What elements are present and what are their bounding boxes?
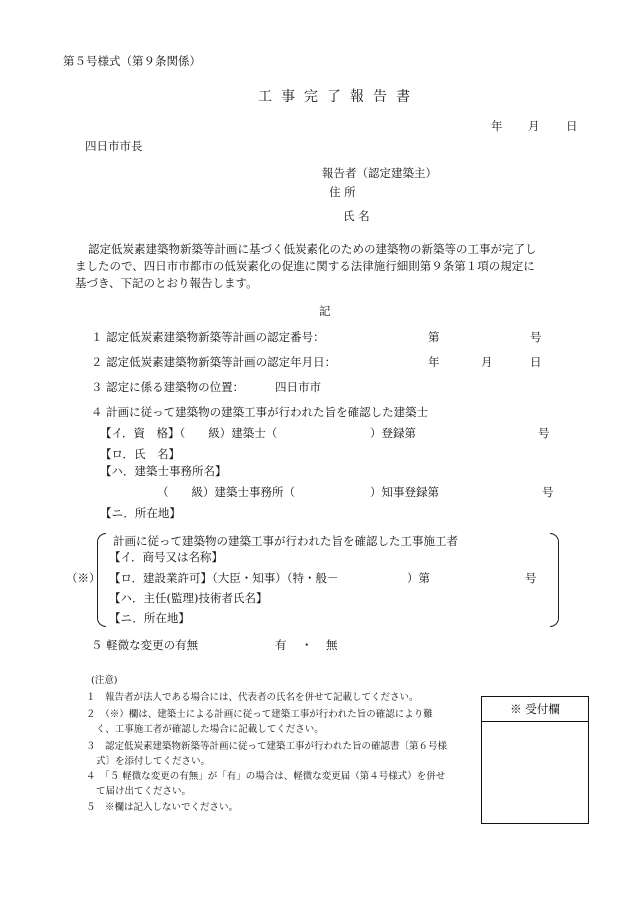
date-month-label: 月 xyxy=(528,119,540,133)
item4-office-class: （ 級）建築士事務所（ xyxy=(157,485,295,499)
note-3a: ３ 認定低炭素建築物新築等計画に従って建築工事が行われた旨の確認書〔第６号様 xyxy=(86,741,448,752)
addressee: 四日市市長 xyxy=(85,139,143,153)
reception-box xyxy=(481,696,589,824)
item1-go: 号 xyxy=(530,330,542,344)
contractor-license-dai: ）第 xyxy=(407,571,430,585)
date-day-label: 日 xyxy=(566,119,578,133)
item2-year: 年 xyxy=(428,355,440,369)
note-4b: て届け出てください。 xyxy=(96,786,192,797)
intro-line-1: 認定低炭素建築物新築等計画に基づく低炭素化のための建築物の新築等の工事が完了し xyxy=(88,242,537,256)
name-label: 氏 名 xyxy=(343,209,370,223)
ki-heading: 記 xyxy=(319,304,331,318)
item5-no: 無 xyxy=(326,638,338,652)
item4-office-go: 号 xyxy=(542,485,554,499)
date-year-label: 年 xyxy=(491,119,503,133)
item4-label: ４ 計画に従って建築物の建築工事が行われた旨を確認した建築士 xyxy=(91,405,429,419)
note-2a: ２ （※）欄は、建築士による計画に従って建築工事が行われた旨の確認により難 xyxy=(86,709,433,720)
item3-value: 四日市市 xyxy=(275,380,321,394)
contractor-location: 【ニ．所在地】 xyxy=(109,611,190,625)
note-4a: ４ 「５ 軽微な変更の有無」が「有」の場合は、軽微な変更届（第４号様式）を併せ xyxy=(86,771,446,782)
contractor-engineer: 【ハ．主任(監理)技術者氏名】 xyxy=(109,591,268,605)
contractor-license: 【ロ．建設業許可】（大臣・知事）（特・般－ xyxy=(109,571,339,585)
item1-dai: 第 xyxy=(428,330,440,344)
contractor-license-go: 号 xyxy=(525,571,537,585)
item2-month: 月 xyxy=(481,355,493,369)
item2-label: ２ 認定低炭素建築物新築等計画の認定年月日： xyxy=(91,355,337,369)
right-bracket xyxy=(550,533,559,627)
item5-label: ５ 軽微な変更の有無 xyxy=(91,638,199,652)
note-3b: 式〕を添付してください。 xyxy=(96,756,211,767)
item4-office-name: 【ハ．建築士事務所名】 xyxy=(100,464,227,478)
form-number: 第５号様式（第９条関係） xyxy=(63,54,201,68)
item4-registration-go: 号 xyxy=(538,426,550,440)
note-1: １ 報告者が法人である場合には、代表者の氏名を併せて記載してください。 xyxy=(86,692,419,703)
reception-label: ※ 受付欄 xyxy=(482,697,588,722)
item4-name: 【ロ．氏 名】 xyxy=(100,447,181,461)
notes-heading: (注意) xyxy=(91,675,118,686)
item4-office-registration: ）知事登録第 xyxy=(370,485,439,499)
intro-line-3: 基づき、下記のとおり報告します。 xyxy=(75,276,258,290)
reporter-label: 報告者（認定建築主） xyxy=(322,166,437,180)
item4-qualification: 【イ．資 格】（ 級）建築士（ xyxy=(100,426,278,440)
page-title: 工事完了報告書 xyxy=(258,89,419,105)
kome-label: （※） xyxy=(66,571,101,585)
intro-line-2: ましたので、四日市市都市の低炭素化の促進に関する法律施行細則第９条第１項の規定に xyxy=(75,259,535,273)
item4-location: 【ニ．所在地】 xyxy=(100,506,181,520)
item1-label: １ 認定低炭素建築物新築等計画の認定番号： xyxy=(91,330,325,344)
note-2b: く、工事施工者が確認した場合に記載してください。 xyxy=(96,724,324,735)
item5-separator: ・ xyxy=(301,638,313,652)
contractor-trade-name: 【イ．商号又は名称】 xyxy=(109,550,223,564)
item3-label: ３ 認定に係る建築物の位置： xyxy=(91,380,245,394)
contractor-heading: 計画に従って建築物の建築工事が行われた旨を確認した工事施工者 xyxy=(113,534,458,548)
address-label: 住 所 xyxy=(329,185,356,199)
item5-yes: 有 xyxy=(275,638,287,652)
note-5: ５ ※欄は記入しないでください。 xyxy=(86,802,239,813)
item4-registration: ）登録第 xyxy=(370,426,416,440)
item2-day: 日 xyxy=(530,355,542,369)
